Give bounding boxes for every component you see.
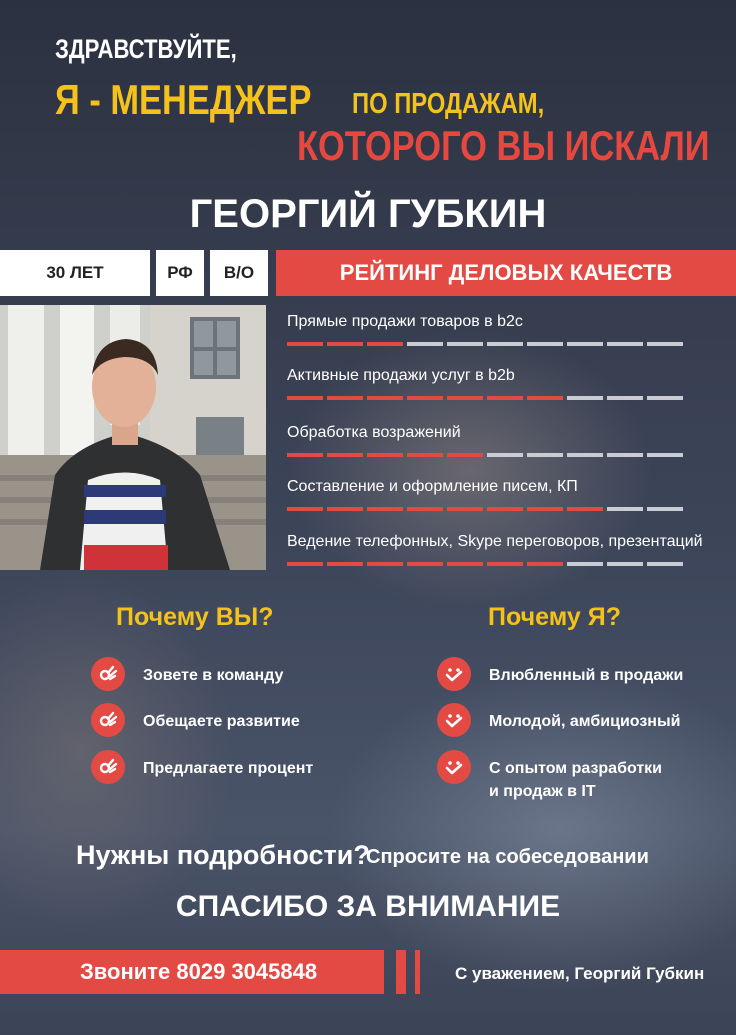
skill-bar-segment (487, 396, 523, 400)
skill-bar-segment (327, 453, 363, 457)
skill-bar-segment (527, 342, 563, 346)
skill-label: Ведение телефонных, Skype переговоров, презентаций (287, 533, 703, 550)
ok-hand-icon (91, 750, 125, 784)
skill-bar-segment (567, 342, 603, 346)
smile-check-icon (437, 750, 471, 784)
why-me-item-1: Влюбленный в продажи (489, 667, 684, 684)
smile-check-icon (437, 657, 471, 691)
skill-bar-segment (567, 396, 603, 400)
skill-bar-segment (527, 507, 563, 511)
skill-bar-segment (647, 396, 683, 400)
skill-bar-segment (327, 342, 363, 346)
skill-bar-segment (367, 396, 403, 400)
skill-bar-segment (647, 342, 683, 346)
skill-label: Прямые продажи товаров в b2c (287, 313, 523, 330)
skill-bar-segment (407, 562, 443, 566)
phone-number[interactable]: Звоните 8029 3045848 (80, 959, 318, 984)
call-bar[interactable] (0, 950, 384, 994)
citizenship-label: РФ (167, 263, 193, 282)
skill-bar-segment (527, 453, 563, 457)
details-answer: Спросите на собеседовании (366, 846, 649, 868)
skill-bar-segment (407, 507, 443, 511)
thanks-text: СПАСИБО ЗА ВНИМАНИЕ (175, 890, 561, 923)
why-you-item-2: Обещаете развитие (143, 713, 300, 730)
skill-bar-segment (567, 507, 603, 511)
manager-title: Я - МЕНЕДЖЕР (55, 76, 312, 123)
ok-hand-icon (91, 657, 125, 691)
skill-bar-segment (287, 453, 323, 457)
why-you-item-3: Предлагаете процент (143, 760, 314, 777)
skill-bar-segment (287, 562, 323, 566)
skill-bar-segment (567, 562, 603, 566)
age-label: 30 ЛЕТ (46, 263, 104, 282)
skill-bar-segment (527, 396, 563, 400)
skill-bar-segment (447, 396, 483, 400)
skill-label: Обработка возражений (287, 424, 461, 441)
why-me-title: Почему Я? (488, 603, 621, 631)
why-me-item-3: С опытом разработки и продаж в IT (489, 760, 662, 800)
citizenship-box (156, 250, 204, 296)
skill-bar-segment (647, 453, 683, 457)
age-box (0, 250, 150, 296)
skill-bar-segment (367, 507, 403, 511)
skill-bar-segment (527, 562, 563, 566)
skill-bar-segment (407, 396, 443, 400)
skill-bar-segment (407, 453, 443, 457)
skill-bar-segment (607, 562, 643, 566)
skill-bar-segment (407, 342, 443, 346)
manager-subtitle: ПО ПРОДАЖАМ, (352, 88, 545, 120)
skill-bar-segment (447, 562, 483, 566)
tagline: КОТОРОГО ВЫ ИСКАЛИ (297, 122, 710, 169)
greeting-text: ЗДРАВСТВУЙТЕ, (55, 34, 237, 64)
person-name: ГЕОРГИЙ ГУБКИН (189, 192, 547, 236)
skill-bar-segment (327, 396, 363, 400)
skill-bar-segment (487, 507, 523, 511)
skill-bar-segment (447, 342, 483, 346)
portrait-illustration (0, 305, 266, 570)
skill-bar-segment (487, 562, 523, 566)
rating-title: РЕЙТИНГ ДЕЛОВЫХ КАЧЕСТВ (339, 260, 673, 285)
skill-bar-segment (567, 453, 603, 457)
skill-bar-segment (287, 342, 323, 346)
skill-bar-segment (487, 342, 523, 346)
skill-bar-segment (607, 453, 643, 457)
skill-label: Составление и оформление писем, КП (287, 478, 578, 495)
skill-bar-segment (647, 507, 683, 511)
skill-bar-segment (447, 453, 483, 457)
skill-bar-segment (367, 342, 403, 346)
profile-photo (0, 305, 266, 570)
education-box (210, 250, 268, 296)
skill-bar-segment (327, 562, 363, 566)
skill-bar-segment (607, 507, 643, 511)
why-me-item-2: Молодой, амбициозный (489, 713, 681, 730)
signature: С уважением, Георгий Губкин (455, 964, 705, 983)
rating-header (276, 250, 736, 296)
decor-stripe (415, 950, 420, 994)
skill-bar-segment (607, 342, 643, 346)
education-label: В/О (223, 263, 255, 282)
skill-bar-segment (287, 396, 323, 400)
skill-bar-segment (327, 507, 363, 511)
smile-check-icon (437, 703, 471, 737)
skill-bar-segment (367, 453, 403, 457)
decor-stripe (396, 950, 406, 994)
skill-bar-segment (487, 453, 523, 457)
skill-bar-segment (607, 396, 643, 400)
skill-bar-segment (647, 562, 683, 566)
why-you-title: Почему ВЫ? (116, 603, 274, 631)
details-question: Нужны подробности? (76, 840, 370, 870)
skill-bar-segment (447, 507, 483, 511)
ok-hand-icon (91, 703, 125, 737)
why-you-item-1: Зовете в команду (143, 667, 284, 684)
skill-bar-segment (367, 562, 403, 566)
skill-bar-segment (287, 507, 323, 511)
skill-label: Активные продажи услуг в b2b (287, 367, 515, 384)
